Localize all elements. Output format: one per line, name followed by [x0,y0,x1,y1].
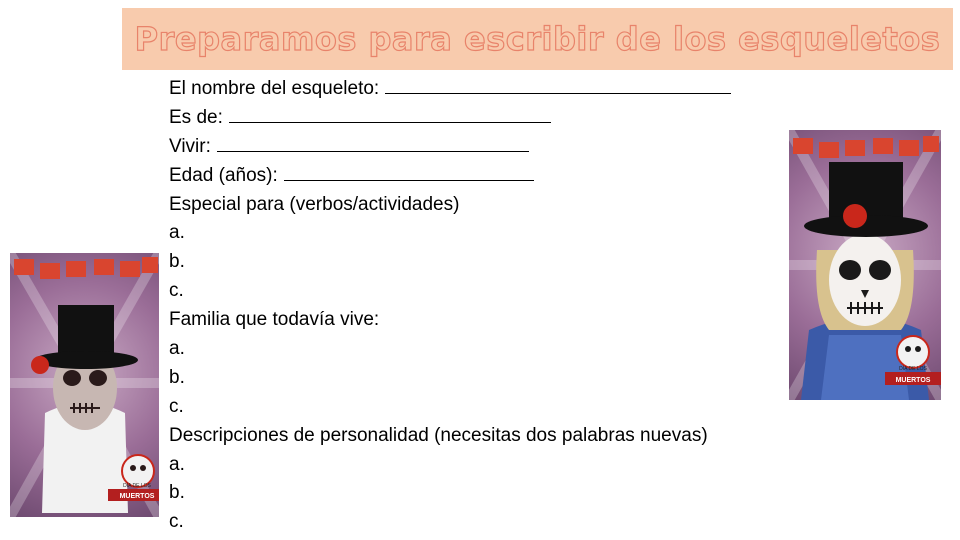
name-blank[interactable] [385,75,731,94]
worksheet-form [169,75,789,537]
live-blank[interactable] [217,133,529,152]
special-item-c: c. [169,280,184,302]
name-line [169,75,789,104]
age-line [169,162,789,191]
family-heading: Familia que todavía vive: [169,309,380,331]
from-blank[interactable] [229,104,551,123]
personality-item-b: b. [169,482,185,504]
right-badge-top: DÍA DE LOS [899,366,927,372]
from-line [169,104,789,133]
personality-item-a: a. [169,453,185,475]
live-label: Vivir: [169,135,211,157]
age-label: Edad (años): [169,164,278,186]
age-blank[interactable] [284,162,534,181]
family-item-b: b. [169,366,185,388]
left-badge-top: DÍA DE LOS [123,483,151,489]
personality-heading: Descripciones de personalidad (necesitas dos palabras nuevas) [169,424,708,446]
skeleton-photo-right [789,130,941,400]
title-banner [122,8,953,70]
special-item-b: b. [169,251,185,273]
family-item-c: c. [169,395,184,417]
papel-picado [793,136,939,158]
name-label: El nombre del esqueleto: [169,78,380,99]
special-item-a: a. [169,222,185,244]
live-line [169,133,789,162]
skeleton-photo-left [10,253,159,517]
page-title: Preparamos para escribir de los esqueletos [134,20,941,58]
papel-picado [14,257,158,279]
family-item-a: a. [169,338,185,360]
personality-item-c: c. [169,511,184,533]
special-heading: Especial para (verbos/actividades) [169,193,460,215]
from-label: Es de: [169,106,223,128]
right-badge-bottom: MUERTOS [895,377,931,384]
left-badge-bottom: MUERTOS [119,493,155,500]
